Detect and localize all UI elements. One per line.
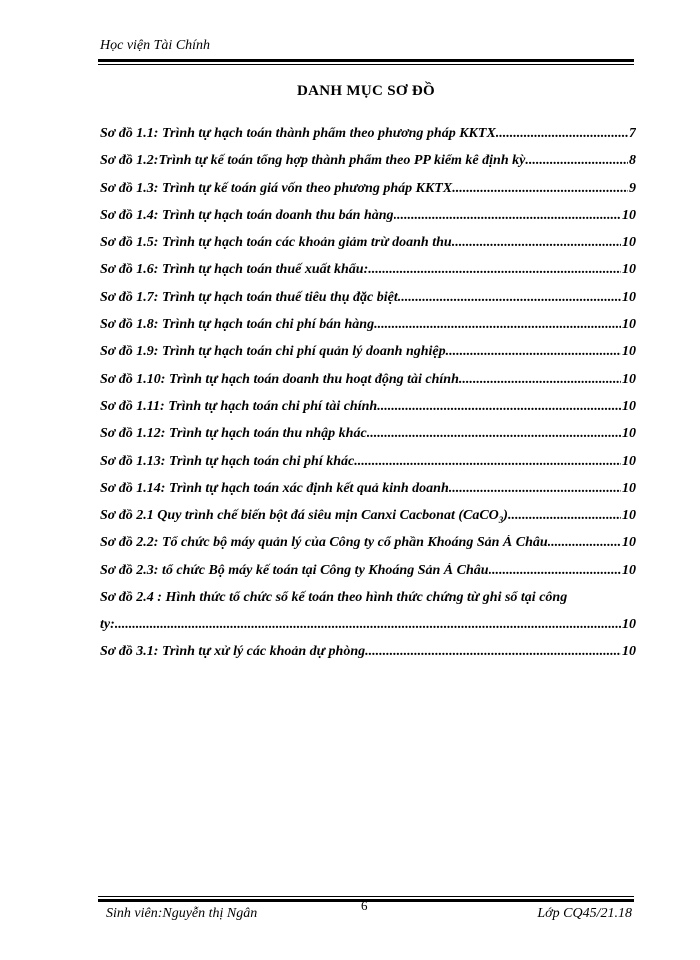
- header-institution: Học viện Tài Chính: [100, 38, 211, 53]
- list-item[interactable]: Sơ đồ 1.9: Trình tự hạch toán chi phí quản lý doanh nghiệp. ..... 10: [100, 344, 636, 371]
- page-ref: 10: [622, 480, 636, 496]
- list-item[interactable]: Sơ đồ 1.8: Trình tự hạch toán chi phí bán hàng ..... 10: [100, 317, 636, 344]
- page-ref: 10: [622, 262, 636, 278]
- page-title: DANH MỤC SƠ ĐỒ: [297, 83, 435, 99]
- footer-rule-thin: [98, 896, 634, 897]
- diagram-list: [100, 126, 636, 672]
- list-item[interactable]: Sơ đồ 1.10: Trình tự hạch toán doanh thu hoạt động tài chính ..... 10: [100, 372, 636, 399]
- list-item[interactable]: Sơ đồ 1.14: Trình tự hạch toán xác định kết quả kinh doanh ..... 10: [100, 481, 636, 508]
- page-ref: 10: [622, 371, 636, 387]
- list-item[interactable]: Sơ đồ 1.13: Trình tự hạch toán chi phí khác ..... 10: [100, 454, 636, 481]
- list-item[interactable]: Sơ đồ 1.6: Trình tự hạch toán thuế xuất khẩu: ..... 10: [100, 262, 636, 289]
- header-rule: [98, 59, 634, 62]
- list-item[interactable]: Sơ đồ 3.1: Trình tự xử lý các khoản dự phòng ..... 10: [100, 644, 636, 671]
- page-ref: 10: [622, 617, 636, 633]
- footer-page-number: 6: [361, 898, 368, 913]
- list-item[interactable]: Sơ đồ 1.7: Trình tự hạch toán thuế tiêu thụ đặc biệt ..... 10: [100, 290, 636, 317]
- list-item[interactable]: Sơ đồ 1.4: Trình tự hạch toán doanh thu bán hàng ..... 10: [100, 208, 636, 235]
- list-item[interactable]: Sơ đồ 1.11: Trình tự hạch toán chi phí tài chính ..... 10: [100, 399, 636, 426]
- page-ref: 10: [622, 562, 636, 578]
- page-ref: 10: [622, 344, 636, 360]
- page-ref: 10: [622, 317, 636, 333]
- list-item[interactable]: Sơ đồ 2.1 Quy trình chế biến bột đá siêu mịn Canxi Cacbonat (CaCO$_3$) ..... 10: [100, 508, 636, 535]
- footer-student: Sinh viên:Nguyễn thị Ngân: [106, 906, 258, 921]
- list-item[interactable]: Sơ đồ 1.2:Trình tự kế toán tổng hợp thành phẩm theo PP kiểm kê định kỳ ..... 8: [100, 153, 636, 180]
- list-item[interactable]: Sơ đồ 2.2: Tổ chức bộ máy quản lý của Công ty cổ phần Khoáng Sản Á Châu ..... 10: [100, 535, 636, 562]
- page-ref: 10: [622, 508, 636, 524]
- page-ref: 10: [622, 535, 636, 551]
- page-ref: 10: [622, 644, 636, 660]
- page-ref: 10: [622, 207, 636, 223]
- page-ref: 10: [622, 289, 636, 305]
- footer-class: Lớp CQ45/21.18: [537, 906, 632, 921]
- header-rule-thin: [98, 64, 634, 65]
- list-item[interactable]: Sơ đồ 1.5: Trình tự hạch toán các khoản giảm trừ doanh thu ..... 10: [100, 235, 636, 262]
- page-ref: 10: [622, 453, 636, 469]
- page-ref: 9: [629, 180, 636, 196]
- list-item[interactable]: Sơ đồ 1.12: Trình tự hạch toán thu nhập khác ..... 10: [100, 426, 636, 453]
- page-ref: 10: [622, 426, 636, 442]
- list-item[interactable]: Sơ đồ 1.1: Trình tự hạch toán thành phẩm theo phương pháp KKTX ..... 7: [100, 126, 636, 153]
- page-ref: 10: [622, 235, 636, 251]
- list-item[interactable]: Sơ đồ 2.4 : Hình thức tổ chức sổ kế toán theo hình thức chứng từ ghi sổ tại công ty: ..... 10: [100, 590, 636, 644]
- page-ref: 7: [629, 126, 636, 141]
- list-item[interactable]: Sơ đồ 2.3: tổ chức Bộ máy kế toán tại Công ty Khoáng Sản Á Châu ..... 10: [100, 563, 636, 590]
- page-ref: 10: [622, 398, 636, 414]
- list-item[interactable]: Sơ đồ 1.3: Trình tự kế toán giá vốn theo phương pháp KKTX ..... 9: [100, 181, 636, 208]
- page-ref: 8: [629, 153, 636, 169]
